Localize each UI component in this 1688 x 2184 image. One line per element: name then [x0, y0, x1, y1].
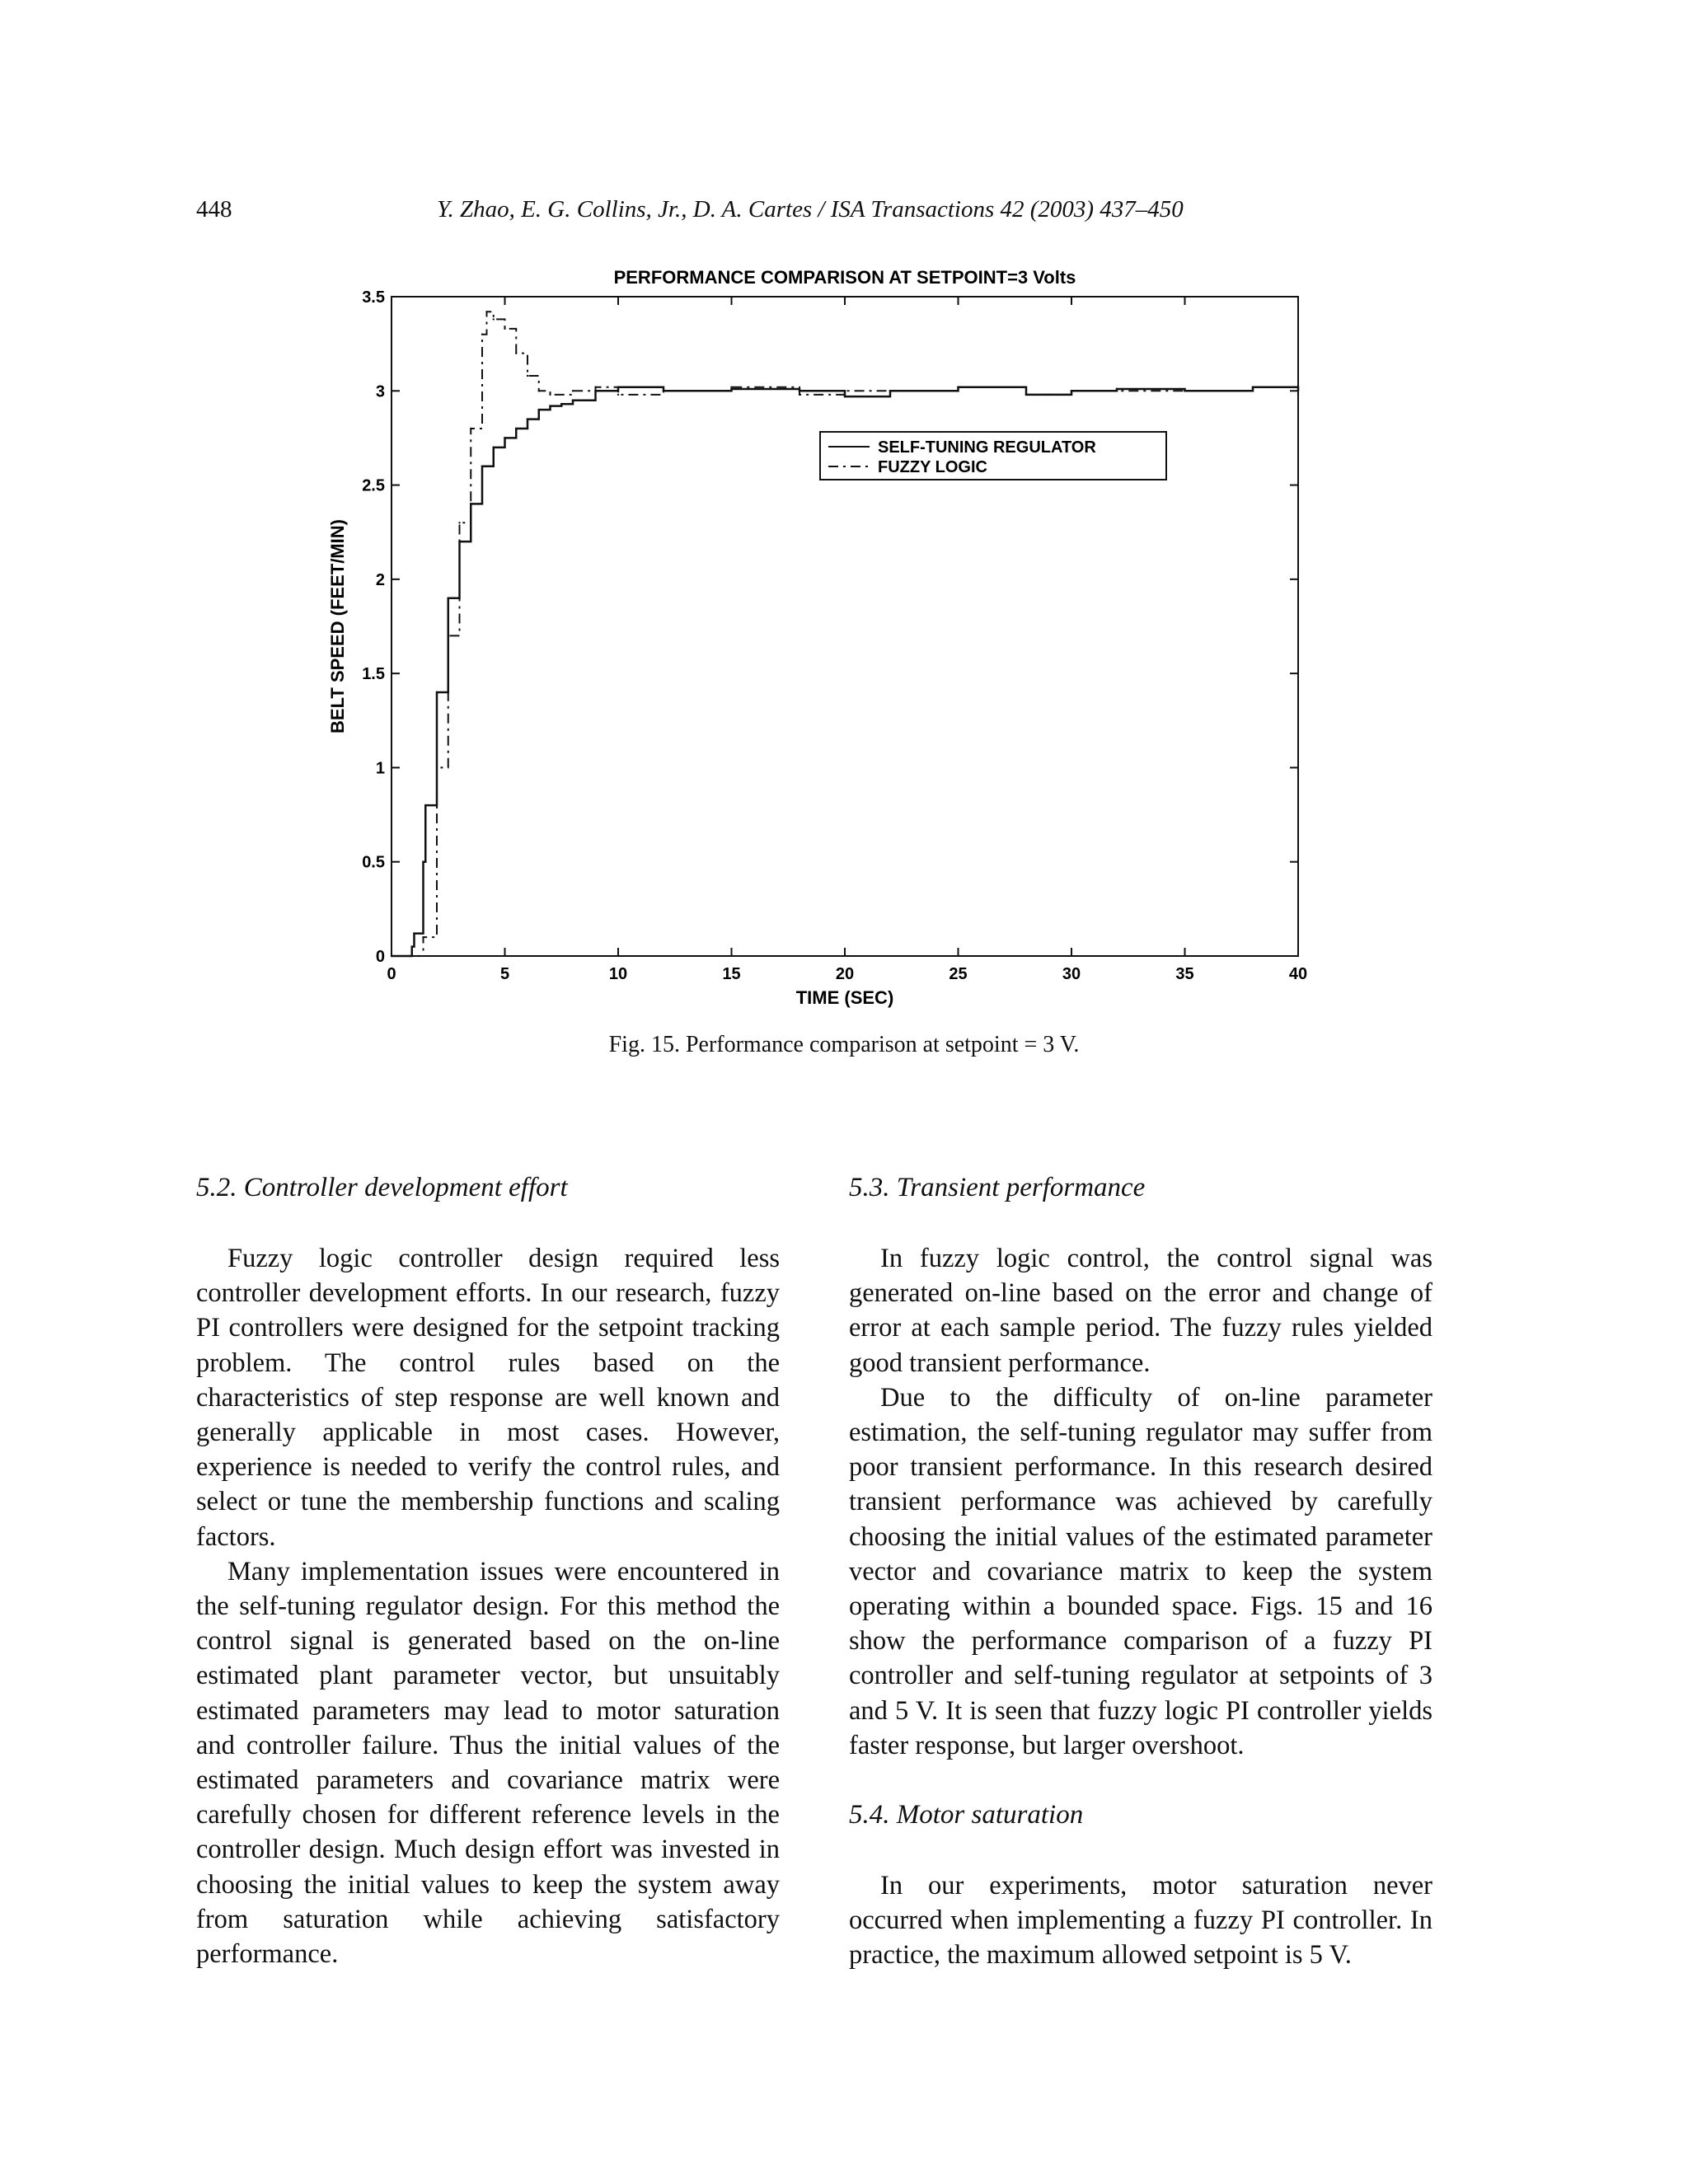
x-tick-label: 30 [1062, 965, 1081, 983]
data-point [493, 318, 495, 320]
data-point [436, 691, 438, 693]
data-point [485, 311, 487, 312]
data-point [470, 503, 471, 504]
section-heading-5-3: 5.3. Transient performance [849, 1173, 1146, 1202]
data-point [448, 598, 449, 599]
series-line-fuzzy-logic [392, 312, 1298, 956]
x-tick-label: 40 [1288, 965, 1308, 983]
performance-chart [313, 257, 1335, 1015]
data-point [504, 328, 505, 330]
data-point [481, 334, 483, 335]
data-point [418, 955, 420, 957]
paragraph: In our experiments, motor saturation never occurred when implementing a fuzzy PI controller. In practice, the maximum allowed setpoint is 5 V. [849, 1871, 1432, 1971]
data-point [572, 390, 574, 391]
data-point [1116, 390, 1118, 391]
y-axis-label: BELT SPEED (FEET/MIN) [327, 519, 348, 733]
data-point [889, 390, 891, 391]
data-point [436, 766, 438, 768]
x-tick-label: 10 [608, 965, 628, 983]
data-point [411, 945, 413, 947]
y-tick-label: 3 [375, 382, 385, 401]
data-point [1184, 390, 1185, 391]
data-point [1297, 390, 1299, 391]
data-point [730, 387, 732, 388]
x-tick-label: 5 [499, 965, 510, 983]
y-tick-label: 3.5 [362, 288, 385, 307]
data-point [594, 387, 596, 388]
y-tick-label: 1 [375, 759, 385, 778]
data-point [527, 418, 528, 419]
data-point [844, 396, 846, 397]
data-point [481, 466, 483, 467]
paragraph: Fuzzy logic controller design required less controller development efforts. In our research, fuzzy PI controllers were designed for the setpoint tracking problem. The control rules based on the characteristics of step response are well known and generally applicable in most cases. However, experience is needed to verify the control rules, and select or tune the membership functions and scaling factors. [196, 1244, 780, 1552]
data-point [458, 522, 460, 523]
data-point [1252, 387, 1254, 388]
data-point [730, 388, 732, 390]
x-tick-label: 15 [722, 965, 741, 983]
legend-label: SELF-TUNING REGULATOR [878, 438, 1096, 457]
data-point [422, 861, 424, 863]
data-point [493, 447, 495, 448]
data-point [799, 394, 800, 396]
data-point [538, 409, 540, 410]
x-tick-label: 20 [835, 965, 855, 983]
data-point [549, 405, 551, 406]
data-point [560, 403, 562, 405]
y-tick-label: 0 [375, 948, 385, 966]
paragraph: In fuzzy logic control, the control signal was generated on-line based on the error and change of error at each sample period. The fuzzy rules yielded good transient performance. [849, 1244, 1432, 1378]
data-point [515, 352, 517, 354]
data-point [538, 390, 540, 391]
x-tick-label: 35 [1175, 965, 1194, 983]
data-point [504, 437, 505, 438]
section-heading-5-2: 5.2. Controller development effort [196, 1173, 568, 1202]
figure-caption: Fig. 15. Performance comparison at setpoint = 3 V. [608, 1032, 1080, 1057]
data-point [470, 428, 471, 429]
chart-title: PERFORMANCE COMPARISON AT SETPOINT=3 Volts [613, 267, 1076, 288]
data-point [844, 390, 846, 391]
left-column [196, 1170, 780, 1971]
data-point [1071, 390, 1072, 391]
right-column [849, 1170, 1432, 1973]
data-point [617, 394, 619, 396]
data-point [663, 390, 664, 391]
data-point [448, 635, 449, 636]
section-heading-5-4: 5.4. Motor saturation [849, 1800, 1084, 1830]
data-point [957, 387, 959, 388]
data-point [515, 428, 517, 429]
data-point [1297, 394, 1299, 396]
legend-label: FUZZY LOGIC [878, 458, 987, 476]
data-point [527, 375, 528, 377]
data-point [422, 936, 424, 938]
page-header [0, 196, 1688, 229]
data-point [391, 955, 392, 957]
data-point [1116, 388, 1118, 390]
x-axis-label: TIME (SEC) [795, 987, 894, 1008]
data-point [424, 804, 426, 806]
figure-15 [313, 257, 1335, 1015]
data-point [549, 394, 551, 396]
y-tick-label: 2 [375, 570, 385, 589]
paragraph: Many implementation issues were encountered in the self-tuning regulator design. For this method the control signal is generated based on the on-line estimated plant parameter vector, but unsuitably estimated parameters may lead to motor saturation and controller failure. Thus the initial values of the estimated parameters and covariance matrix were carefully chosen for different reference levels in the controller design. Much design effort was invested in choosing the initial values to keep the system away from saturation while achieving satisfactory performance. [196, 1556, 780, 1970]
running-head: Y. Zhao, E. G. Collins, Jr., D. A. Cartes / ISA Transactions 42 (2003) 437–450 [437, 196, 1184, 223]
y-tick-label: 0.5 [362, 853, 385, 872]
y-tick-label: 2.5 [362, 476, 385, 495]
paragraph: Due to the difficulty of on-line parameter estimation, the self-tuning regulator may suffer from poor transient performance. In this research desired transient performance was achieved by carefully choosing the initial values of the estimated parameter vector and covariance matrix to keep the system operating within a bounded space. Figs. 15 and 16 show the performance comparison of a fuzzy PI controller and self-tuning regulator at setpoints of 3 and 5 V. It is seen that fuzzy logic PI controller yields faster response, but larger overshoot. [849, 1382, 1432, 1760]
x-tick-label: 25 [949, 965, 968, 983]
x-tick-label: 0 [387, 965, 396, 983]
data-point [572, 400, 574, 401]
data-point [409, 955, 410, 957]
y-tick-label: 1.5 [362, 665, 385, 684]
data-point [1025, 394, 1027, 396]
data-point [413, 932, 415, 934]
page-number: 448 [196, 196, 232, 223]
